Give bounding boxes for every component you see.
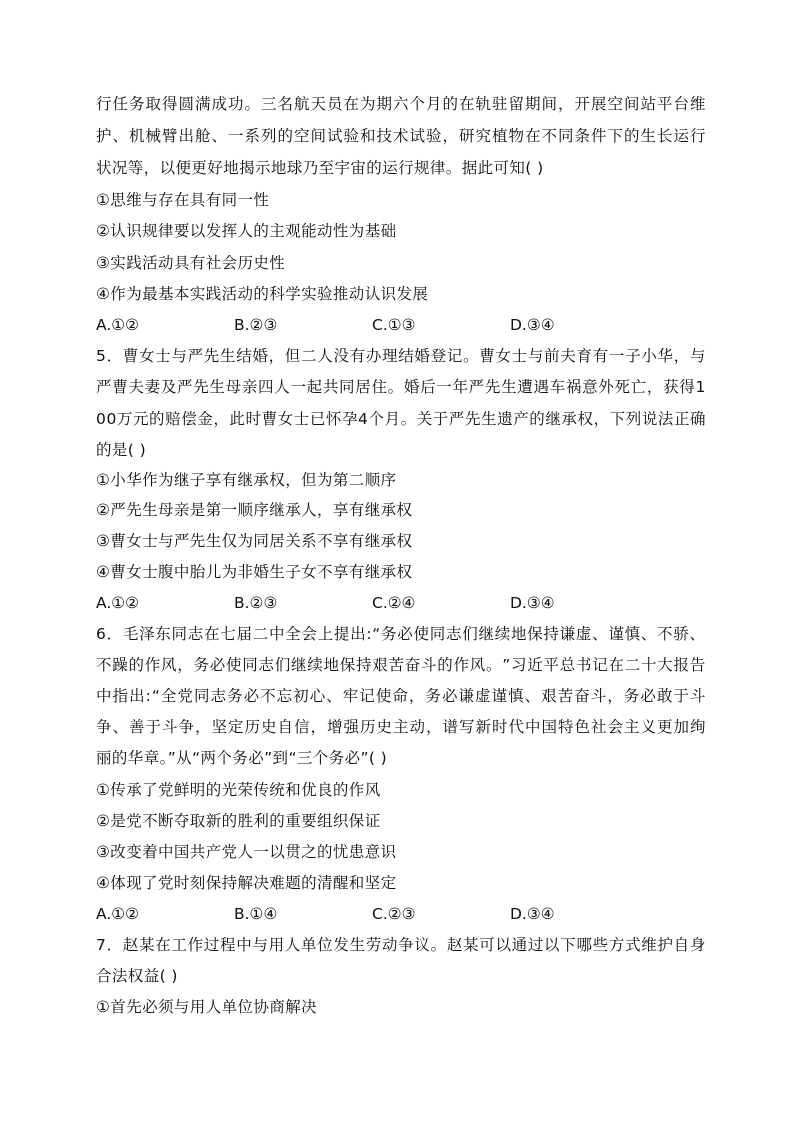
q5-item-3: ③曹女士与严先生仅为同居关系不享有继承权 <box>96 532 413 550</box>
q5-choice-c: C.②④ <box>372 594 416 612</box>
q6-choice-d: D.③④ <box>510 905 555 923</box>
q5-item-1: ①小华作为继子享有继承权，但为第二顺序 <box>96 471 397 489</box>
q7-stem-line-1: 7 ． 赵 某 在 工 作 过 程 中 与 用 人 单 位 发 生 劳 动 争 议 。 赵 某 可 以 通 过 以 下 哪 些 方 式 维 护 自 身 <box>96 936 706 954</box>
q4-item-1: ①思维与存在具有同一性 <box>96 191 270 209</box>
q7-item-1: ①首先必须与用人单位协商解决 <box>96 998 317 1016</box>
q6-item-2: ②是党不断夺取新的胜利的重要组织保证 <box>96 812 381 830</box>
q6-choice-c: C.②③ <box>372 905 416 923</box>
q4-stem-line-3: 状况等，以便更好地揭示地球乃至宇宙的运行规律。据此可知( ) <box>96 159 544 177</box>
q4-choice-a: A.①② <box>96 316 140 334</box>
q4-choice-c: C.①③ <box>372 316 416 334</box>
q5-item-4: ④曹女士腹中胎儿为非婚生子女不享有继承权 <box>96 563 413 581</box>
q4-stem-line-1: 行 任 务 取 得 圆 满 成 功 。 三 名 航 天 员 在 为 期 六 个 月 的 在 轨 驻 留 期 间 ， 开 展 空 间 站 平 台 维 <box>96 95 706 113</box>
q6-item-4: ④体现了党时刻保持解决难题的清醒和坚定 <box>96 874 397 892</box>
q6-stem-line-5: 丽的华章。”从“两个务必”到“三个务必”( ) <box>96 749 388 767</box>
q4-choice-b: B.②③ <box>234 316 278 334</box>
q6-stem-line-4: 争 、 善 于 斗 争 ， 坚 定 历 史 自 信 ， 增 强 历 史 主 动 ， 谱 写 新 时 代 中 国 特 色 社 会 主 义 更 加 绚 <box>96 718 706 736</box>
q5-stem-line-4: 的是( ) <box>96 441 147 459</box>
q5-item-2: ②严先生母亲是第一顺序继承人，享有继承权 <box>96 501 413 519</box>
q7-stem-line-2: 合法权益( ) <box>96 967 178 985</box>
q5-choice-d: D.③④ <box>510 594 555 612</box>
q5-stem-line-3: 0 0 万 元 的 赔 偿 金 ， 此 时 曹 女 士 已 怀 孕 4 个 月 。 关 于 严 先 生 遗 产 的 继 承 权 ， 下 列 说 法 正 确 <box>96 410 706 428</box>
q6-item-1: ①传承了党鲜明的光荣传统和优良的作风 <box>96 781 381 799</box>
q4-item-4: ④作为最基本实践活动的科学实验推动认识发展 <box>96 285 429 303</box>
q5-stem-line-2: 严 曹 夫 妻 及 严 先 生 母 亲 四 人 一 起 共 同 居 住 。 婚 后 一 年 严 先 生 遭 遇 车 祸 意 外 死 亡 ， 获 得 1 <box>96 378 706 396</box>
q6-stem-line-1: 6 ． 毛 泽 东 同 志 在 七 届 二 中 全 会 上 提 出 : “ 务 必 使 同 志 们 继 续 地 保 持 谦 虚 、 谨 慎 、 不 骄 、 <box>96 625 706 643</box>
q4-choice-d: D.③④ <box>510 316 555 334</box>
q5-choice-b: B.②③ <box>234 594 278 612</box>
q6-stem-line-3: 中 指 出 : “ 全 党 同 志 务 必 不 忘 初 心 、 牢 记 使 命 ， 务 必 谦 虚 谨 慎 、 艰 苦 奋 斗 ， 务 必 敢 于 斗 <box>96 687 706 705</box>
q4-item-2: ②认识规律要以发挥人的主观能动性为基础 <box>96 222 397 240</box>
q6-stem-line-2: 不 躁 的 作 风 ， 务 必 使 同 志 们 继 续 地 保 持 艰 苦 奋 斗 的 作 风 。 ” 习 近 平 总 书 记 在 二 十 大 报 告 <box>96 656 706 674</box>
q5-choice-a: A.①② <box>96 594 140 612</box>
q4-stem-line-2: 护 、 机 械 臂 出 舱 、 一 系 列 的 空 间 试 验 和 技 术 试 验 ， 研 究 植 物 在 不 同 条 件 下 的 生 长 运 行 <box>96 127 706 145</box>
q6-item-3: ③改变着中国共产党人一以贯之的忧患意识 <box>96 843 397 861</box>
q6-choice-b: B.①④ <box>234 905 278 923</box>
q5-stem-line-1: 5 ． 曹 女 士 与 严 先 生 结 婚 ， 但 二 人 没 有 办 理 结 婚 登 记 。 曹 女 士 与 前 夫 育 有 一 子 小 华 ， 与 <box>96 347 706 365</box>
q4-item-3: ③实践活动具有社会历史性 <box>96 254 286 272</box>
q6-choice-a: A.①② <box>96 905 140 923</box>
